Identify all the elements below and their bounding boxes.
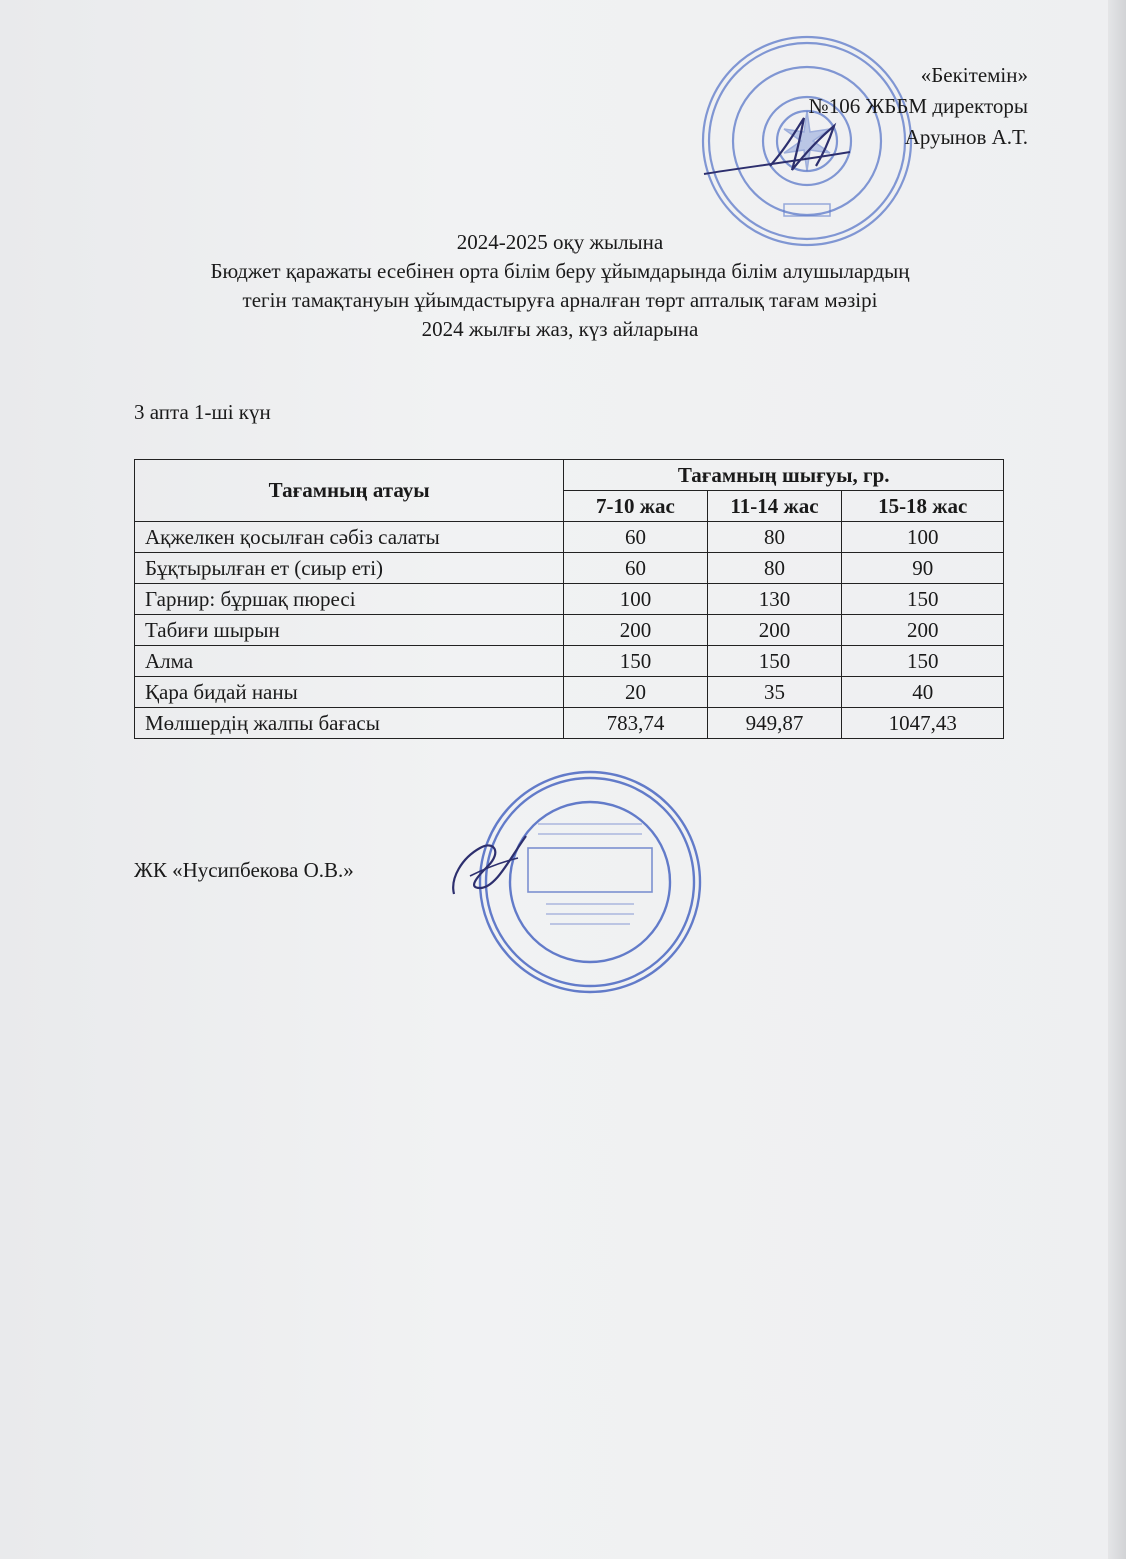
table-row bbox=[135, 584, 1004, 615]
yield-7-10: 20 bbox=[564, 677, 707, 708]
day-label: 3 апта 1-ші күн bbox=[134, 400, 271, 424]
yield-7-10: 100 bbox=[564, 584, 707, 615]
title-line-4: 2024 жылғы жаз, күз айларына bbox=[421, 317, 699, 341]
total-11-14: 949,87 bbox=[707, 708, 842, 739]
title-line-2: Бюджет қаражаты есебінен орта білім беру ұйымдарында білім алушылардың bbox=[210, 259, 910, 283]
title-line-1: 2024-2025 оқу жылына bbox=[456, 230, 664, 254]
header-age-7-10: 7-10 жас bbox=[564, 491, 707, 522]
header-dish-name: Тағамның атауы bbox=[135, 460, 564, 522]
table-row bbox=[135, 646, 1004, 677]
dish-name: Алма bbox=[135, 646, 564, 677]
yield-7-10: 200 bbox=[564, 615, 707, 646]
yield-11-14: 35 bbox=[707, 677, 842, 708]
yield-15-18: 100 bbox=[842, 522, 1004, 553]
dish-name: Табиғи шырын bbox=[135, 615, 564, 646]
dish-name: Ақжелкен қосылған сәбіз салаты bbox=[135, 522, 564, 553]
yield-15-18: 200 bbox=[842, 615, 1004, 646]
yield-11-14: 80 bbox=[707, 553, 842, 584]
table-row bbox=[135, 677, 1004, 708]
yield-11-14: 200 bbox=[707, 615, 842, 646]
title-line-3: тегін тамақтануын ұйымдастыруға арналған төрт апталық тағам мәзірі bbox=[242, 288, 878, 312]
yield-15-18: 40 bbox=[842, 677, 1004, 708]
yield-7-10: 60 bbox=[564, 553, 707, 584]
table-row bbox=[135, 615, 1004, 646]
yield-11-14: 80 bbox=[707, 522, 842, 553]
dish-name: Қара бидай наны bbox=[135, 677, 564, 708]
approval-heading: «Бекітемін» bbox=[920, 63, 1028, 87]
total-7-10: 783,74 bbox=[564, 708, 707, 739]
document-title bbox=[110, 228, 1010, 344]
yield-11-14: 150 bbox=[707, 646, 842, 677]
table-row bbox=[135, 522, 1004, 553]
total-15-18: 1047,43 bbox=[842, 708, 1004, 739]
menu-table bbox=[134, 459, 1004, 739]
approval-position: №106 ЖББМ директоры bbox=[808, 94, 1028, 118]
yield-7-10: 60 bbox=[564, 522, 707, 553]
total-label: Мөлшердің жалпы бағасы bbox=[135, 708, 564, 739]
header-yield: Тағамның шығуы, гр. bbox=[564, 460, 1004, 491]
yield-15-18: 150 bbox=[842, 646, 1004, 677]
yield-15-18: 150 bbox=[842, 584, 1004, 615]
header-age-15-18: 15-18 жас bbox=[842, 491, 1004, 522]
table-row bbox=[135, 553, 1004, 584]
yield-11-14: 130 bbox=[707, 584, 842, 615]
page-edge bbox=[1108, 0, 1126, 1559]
header-age-11-14: 11-14 жас bbox=[707, 491, 842, 522]
yield-15-18: 90 bbox=[842, 553, 1004, 584]
dish-name: Гарнир: бұршақ пюресі bbox=[135, 584, 564, 615]
table-header-row bbox=[135, 460, 1004, 491]
approval-director-name: Аруынов А.Т. bbox=[904, 125, 1028, 149]
dish-name: Бұқтырылған ет (сиыр еті) bbox=[135, 553, 564, 584]
table-total-row bbox=[135, 708, 1004, 739]
signer-name: ЖК «Нусипбекова О.В.» bbox=[134, 858, 354, 882]
supplier-signature bbox=[440, 818, 550, 908]
approval-block bbox=[809, 60, 1028, 153]
yield-7-10: 150 bbox=[564, 646, 707, 677]
